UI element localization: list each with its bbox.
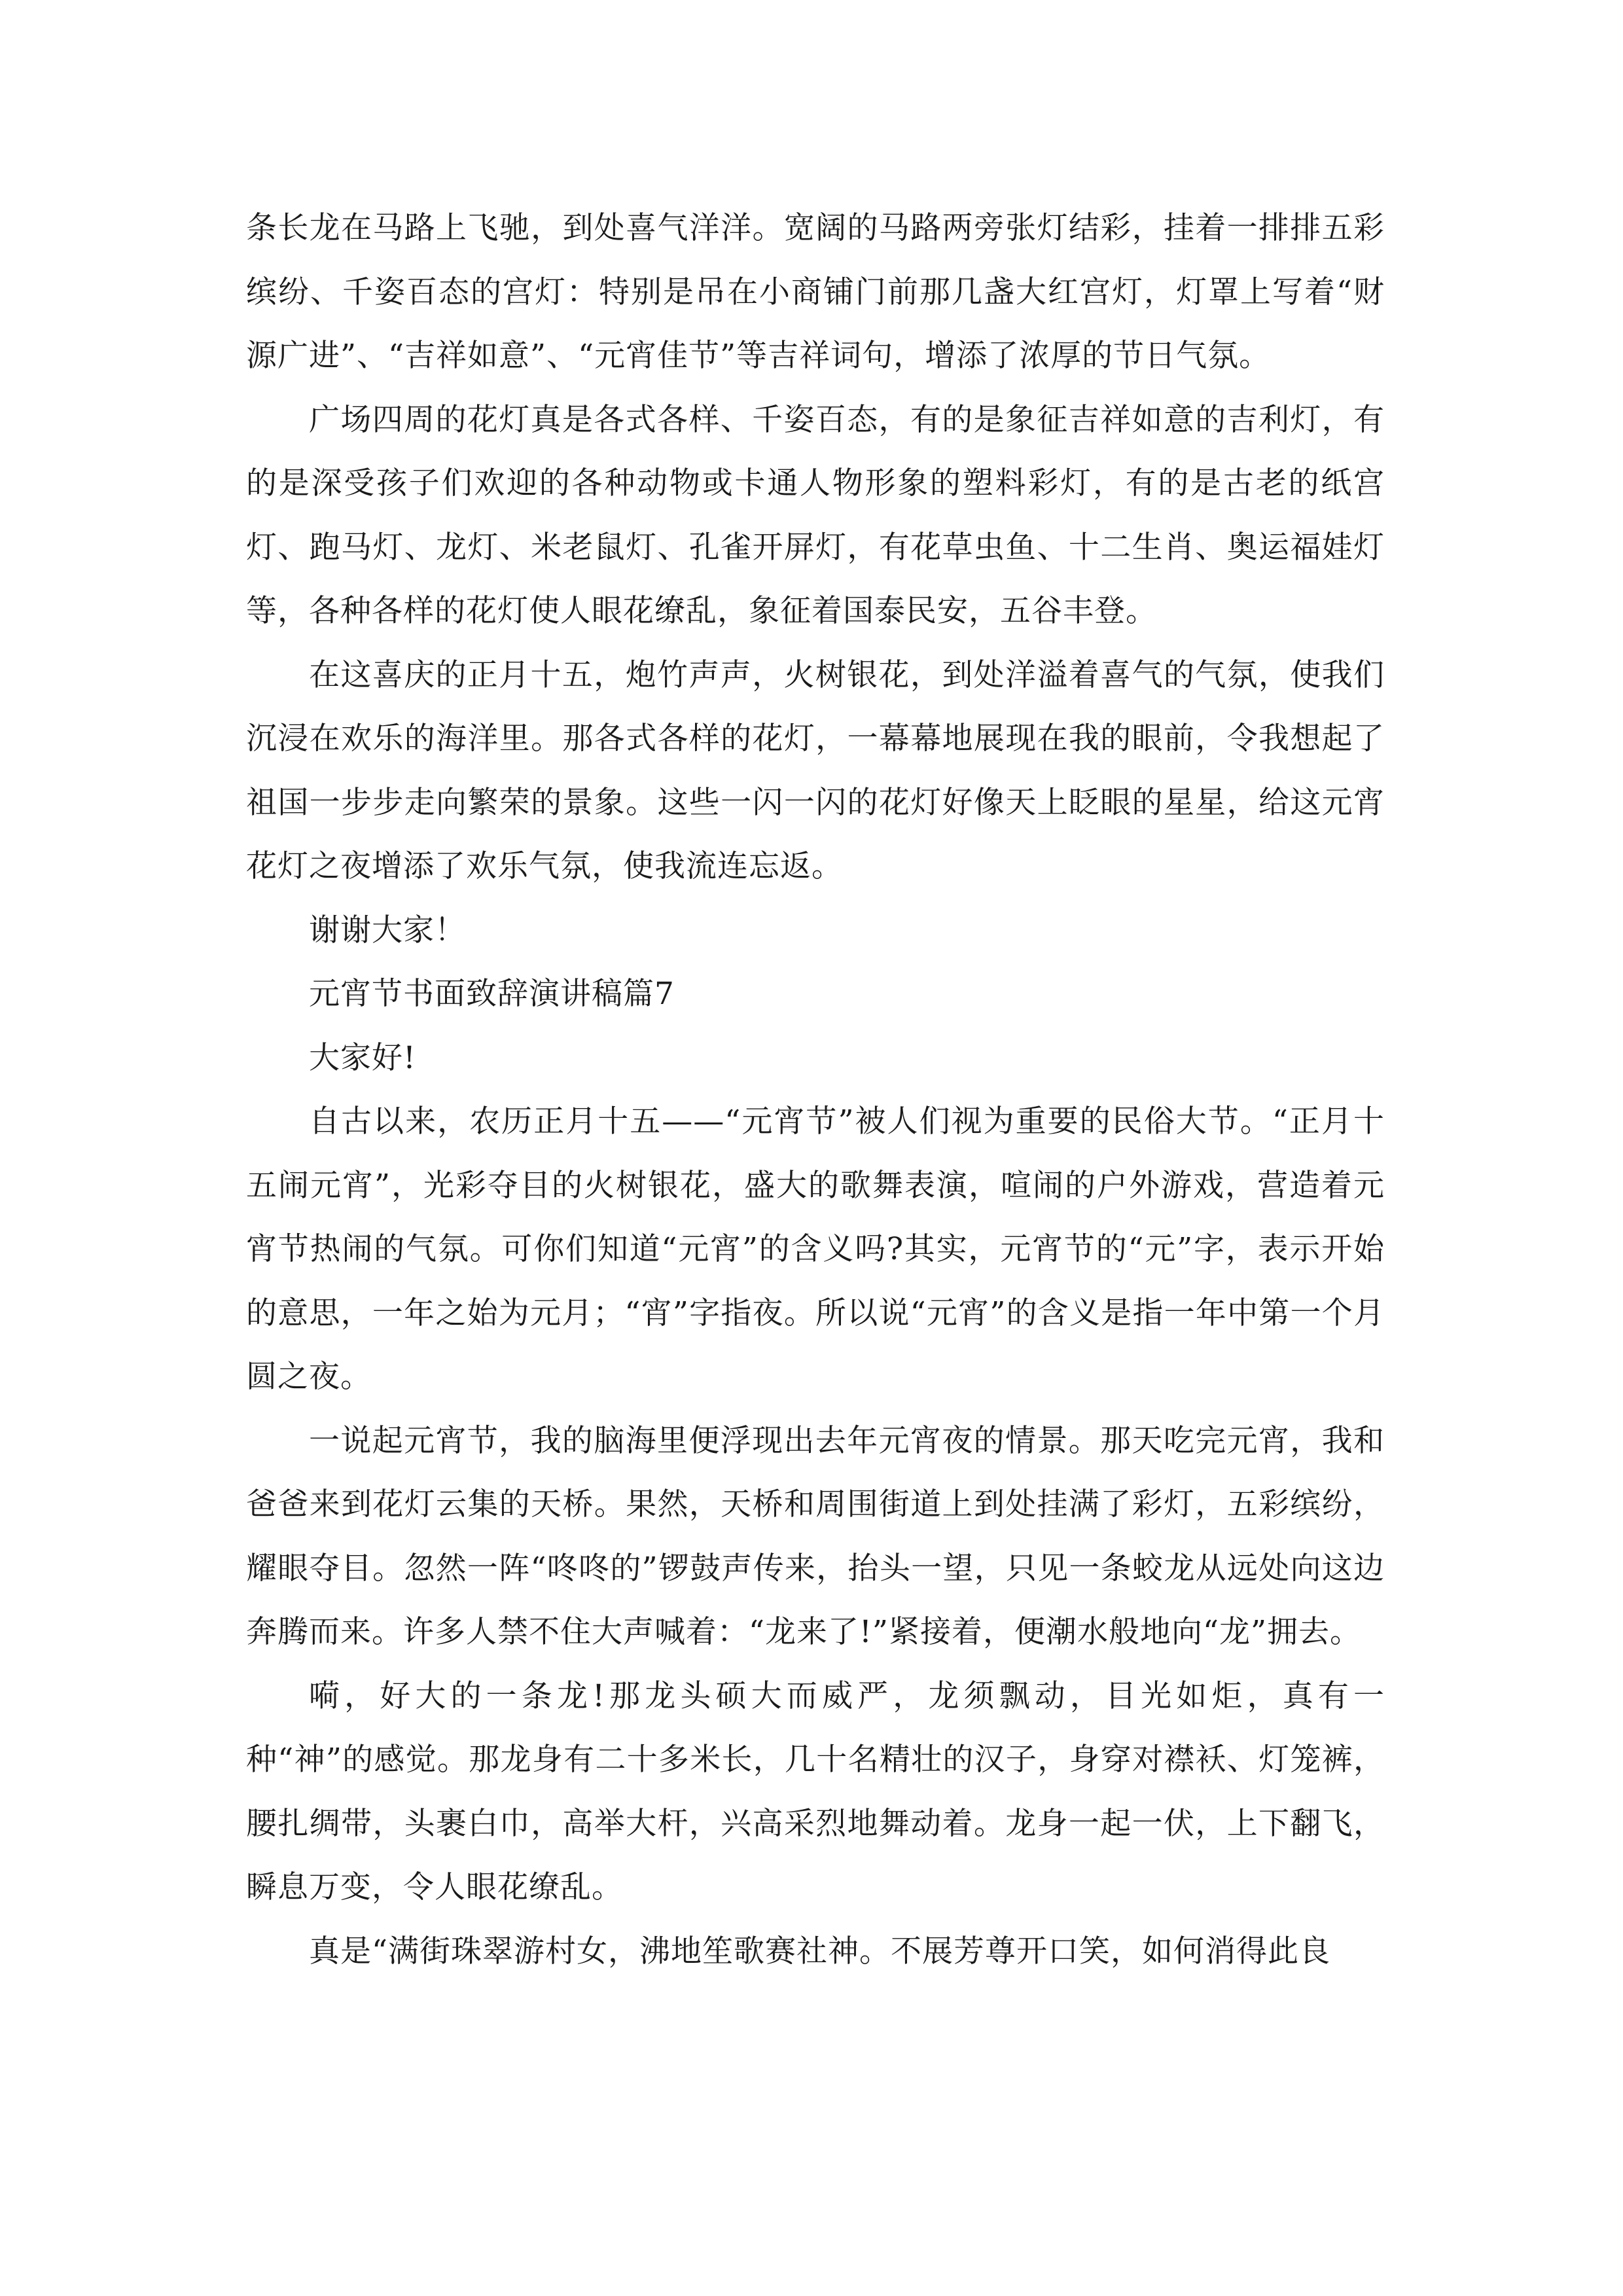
- document-body: [246, 196, 1385, 1983]
- section-title: 元宵节书面致辞演讲稿篇7: [309, 976, 675, 1012]
- closing-line: 谢谢大家！: [309, 912, 466, 948]
- paragraph: 一说起元宵节，我的脑海里便浮现出去年元宵夜的情景。那天吃完元宵，我和爸爸来到花灯云集的天桥。果然，天桥和周围街道上到处挂满了彩灯，五彩缤纷，耀眼夺目。忽然一阵“咚咚的”锣鼓声传来，抬头一望，只见一条蛟龙从远处向这边奔腾而来。许多人禁不住大声喊着：“龙来了!”紧接着，便潮水般地向“龙”拥去。: [246, 1422, 1385, 1650]
- paragraph: 嗬，好大的一条龙!那龙头硕大而威严，龙须飘动，目光如炬，真有一种“神”的感觉。那龙身有二十多米长，几十名精壮的汉子，身穿对襟袄、灯笼裤，腰扎绸带，头裹白巾，高举大杆，兴高采烈地舞动着。龙身一起一伏，上下翻飞，瞬息万变，令人眼花缭乱。: [246, 1677, 1385, 1905]
- greeting-line: 大家好!: [309, 1039, 416, 1076]
- paragraph-truncated: 真是“满街珠翠游村女，沸地笙歌赛社神。不展芳尊开口笑，如何消得此良: [309, 1933, 1331, 1969]
- paragraph: 广场四周的花灯真是各式各样、千姿百态，有的是象征吉祥如意的吉利灯，有的是深受孩子们欢迎的各种动物或卡通人物形象的塑料彩灯，有的是古老的纸宫灯、跑马灯、龙灯、米老鼠灯、孔雀开屏灯，有花草虫鱼、十二生肖、奥运福娃灯等，各种各样的花灯使人眼花缭乱，象征着国泰民安，五谷丰登。: [246, 401, 1385, 629]
- paragraph: 自古以来，农历正月十五——“元宵节”被人们视为重要的民俗大节。“正月十五闹元宵”，光彩夺目的火树银花，盛大的歌舞表演，喧闹的户外游戏，营造着元宵节热闹的气氛。可你们知道“元宵”的含义吗?其实，元宵节的“元”字，表示开始的意思，一年之始为元月；“宵”字指夜。所以说“元宵”的含义是指一年中第一个月圆之夜。: [246, 1103, 1385, 1395]
- paragraph-continued: 条长龙在马路上飞驰，到处喜气洋洋。宽阔的马路两旁张灯结彩，挂着一排排五彩缤纷、千姿百态的宫灯：特别是吊在小商铺门前那几盏大红宫灯，灯罩上写着“财源广进”、“吉祥如意”、“元宵佳节”等吉祥词句，增添了浓厚的节日气氛。: [246, 210, 1385, 374]
- paragraph: 在这喜庆的正月十五，炮竹声声，火树银花，到处洋溢着喜气的气氛，使我们沉浸在欢乐的海洋里。那各式各样的花灯，一幕幕地展现在我的眼前，令我想起了祖国一步步走向繁荣的景象。这些一闪一闪的花灯好像天上眨眼的星星，给这元宵花灯之夜增添了欢乐气氛，使我流连忘返。: [246, 656, 1385, 884]
